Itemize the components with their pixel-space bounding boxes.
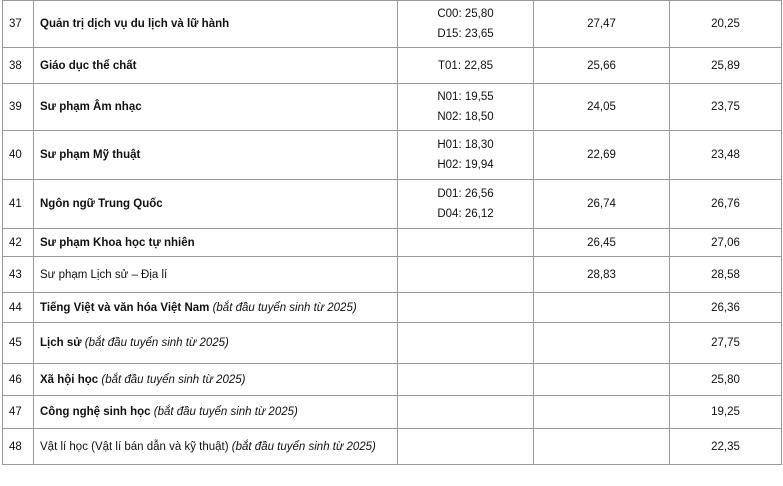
program-name-cell — [34, 180, 398, 229]
row-number: 44 — [3, 293, 34, 323]
combination-score: C00: 25,80 — [437, 8, 494, 20]
row-number: 38 — [3, 48, 34, 84]
program-name-cell — [34, 429, 398, 465]
program-name-cell — [34, 48, 398, 84]
combination-score: N01: 19,55 — [437, 91, 494, 103]
score-column-1: 22,69 — [534, 131, 670, 180]
table-row — [3, 293, 782, 323]
combination-score: D01: 26,56 — [437, 188, 494, 200]
program-name: Quản trị dịch vụ du lịch và lữ hành — [40, 18, 230, 30]
combination-scores-cell — [398, 323, 534, 364]
score-column-1 — [534, 364, 670, 396]
row-number: 37 — [3, 1, 34, 48]
combination-scores-cell — [398, 293, 534, 323]
score-column-1: 28,83 — [534, 257, 670, 293]
row-number: 41 — [3, 180, 34, 229]
program-name: Sư phạm Âm nhạc — [40, 101, 142, 113]
score-column-2: 20,25 — [670, 1, 782, 48]
score-column-1 — [534, 323, 670, 364]
table-row — [3, 229, 782, 257]
row-number: 43 — [3, 257, 34, 293]
program-name-cell — [34, 257, 398, 293]
score-column-1: 26,74 — [534, 180, 670, 229]
row-number: 42 — [3, 229, 34, 257]
score-column-2: 25,89 — [670, 48, 782, 84]
table-row — [3, 429, 782, 465]
score-column-1 — [534, 396, 670, 429]
combination-scores-cell — [398, 429, 534, 465]
row-number: 40 — [3, 131, 34, 180]
program-name: Tiếng Việt và văn hóa Việt Nam — [40, 301, 210, 314]
program-name: Sư phạm Lịch sử – Địa lí — [40, 268, 168, 281]
program-name: Vật lí học (Vật lí bán dẫn và kỹ thuật) — [40, 440, 229, 453]
enrollment-note: (bắt đầu tuyển sinh từ 2025) — [84, 337, 229, 349]
table-row — [3, 180, 782, 229]
program-name-cell — [34, 293, 398, 323]
score-column-1: 27,47 — [534, 1, 670, 48]
combination-scores-cell — [398, 180, 534, 229]
combination-score: H02: 19,94 — [437, 159, 494, 171]
program-name-cell — [34, 364, 398, 396]
combination-scores-cell — [398, 1, 534, 48]
row-number: 39 — [3, 84, 34, 131]
combination-score: H01: 18,30 — [437, 139, 494, 151]
score-column-2: 19,25 — [670, 396, 782, 429]
program-name: Giáo dục thể chất — [40, 59, 137, 72]
row-number: 48 — [3, 429, 34, 465]
combination-scores-cell — [398, 131, 534, 180]
combination-score: D15: 23,65 — [437, 28, 494, 40]
score-column-2: 27,75 — [670, 323, 782, 364]
program-name: Xã hội học — [40, 373, 99, 386]
table-row — [3, 131, 782, 180]
program-name-cell — [34, 131, 398, 180]
combination-scores-cell — [398, 396, 534, 429]
combination-scores-cell — [398, 84, 534, 131]
score-column-2: 25,80 — [670, 364, 782, 396]
program-name: Sư phạm Mỹ thuật — [40, 149, 141, 161]
score-column-2: 27,06 — [670, 229, 782, 257]
program-name-cell — [34, 323, 398, 364]
score-column-1: 26,45 — [534, 229, 670, 257]
score-column-1: 24,05 — [534, 84, 670, 131]
program-name-cell — [34, 396, 398, 429]
enrollment-note: (bắt đầu tuyển sinh từ 2025) — [231, 440, 376, 453]
program-name-cell — [34, 229, 398, 257]
table-row — [3, 48, 782, 84]
score-column-2: 26,36 — [670, 293, 782, 323]
table-row — [3, 364, 782, 396]
combination-scores-cell — [398, 229, 534, 257]
enrollment-note: (bắt đầu tuyển sinh từ 2025) — [101, 373, 246, 386]
row-number: 47 — [3, 396, 34, 429]
combination-scores-cell — [398, 364, 534, 396]
score-column-2: 22,35 — [670, 429, 782, 465]
combination-scores-cell — [398, 257, 534, 293]
table-row — [3, 257, 782, 293]
enrollment-note: (bắt đầu tuyển sinh từ 2025) — [153, 406, 298, 418]
score-column-1: 25,66 — [534, 48, 670, 84]
combination-score: T01: 22,85 — [438, 59, 493, 72]
score-column-2: 28,58 — [670, 257, 782, 293]
combination-score: D04: 26,12 — [437, 208, 494, 220]
table-row — [3, 84, 782, 131]
table-row — [3, 1, 782, 48]
score-column-2: 23,75 — [670, 84, 782, 131]
combination-score: N02: 18,50 — [437, 111, 494, 123]
program-name: Ngôn ngữ Trung Quốc — [40, 198, 163, 210]
row-number: 45 — [3, 323, 34, 364]
program-name: Công nghệ sinh học — [40, 406, 151, 418]
program-name-cell — [34, 1, 398, 48]
combination-scores-cell — [398, 48, 534, 84]
score-column-2: 23,48 — [670, 131, 782, 180]
score-column-1 — [534, 293, 670, 323]
program-name: Lịch sử — [40, 337, 82, 349]
enrollment-note: (bắt đầu tuyển sinh từ 2025) — [212, 301, 357, 314]
program-name-cell — [34, 84, 398, 131]
score-column-2: 26,76 — [670, 180, 782, 229]
table-row — [3, 323, 782, 364]
row-number: 46 — [3, 364, 34, 396]
admission-scores-table — [2, 0, 782, 465]
program-name: Sư phạm Khoa học tự nhiên — [40, 236, 195, 249]
table-row — [3, 396, 782, 429]
score-column-1 — [534, 429, 670, 465]
